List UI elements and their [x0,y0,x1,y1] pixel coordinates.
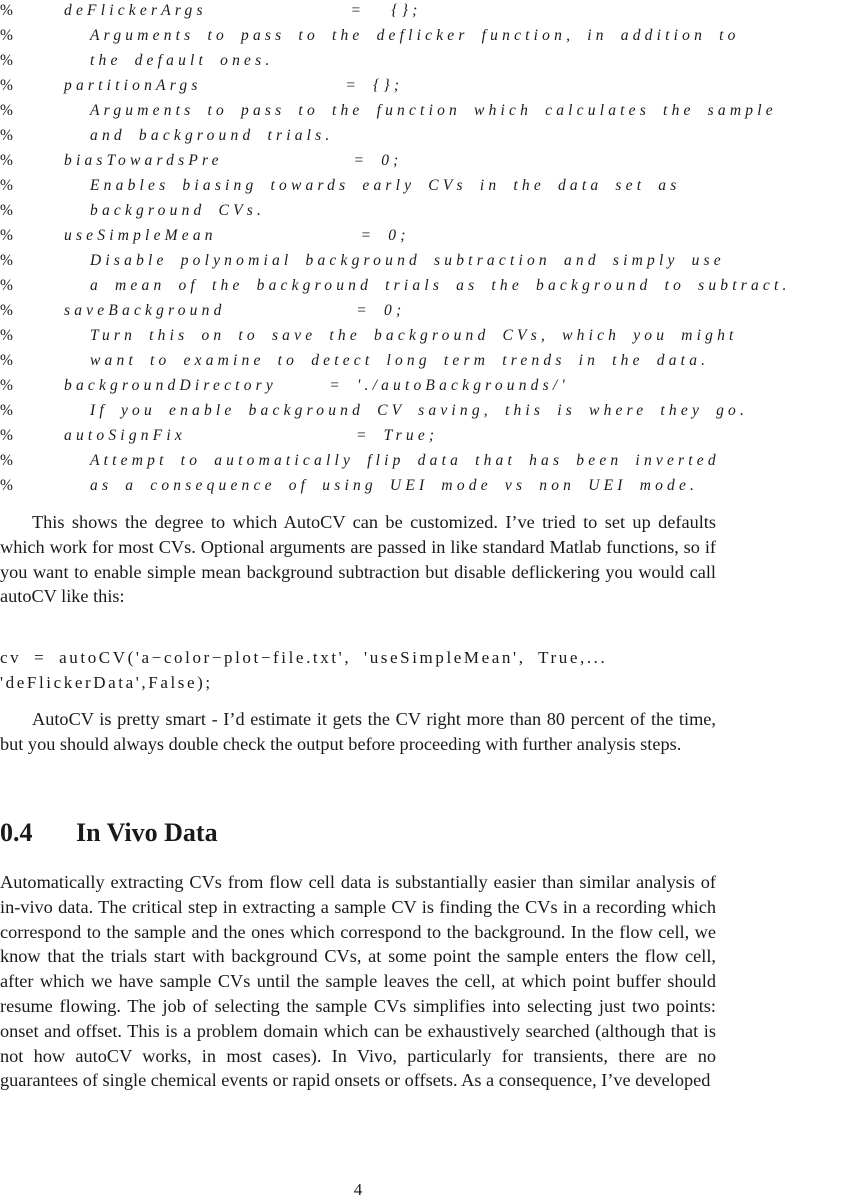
code-comment-line [0,248,854,273]
code-comment-line [0,198,854,223]
code-comment-line [0,223,854,248]
comment-marker: % [0,152,13,169]
comment-marker: % [0,377,13,394]
code-comment-line [0,23,854,48]
comment-text: Arguments to pass to the function which calculates the sample [90,102,777,119]
comment-text: deFlickerArgs = {}; [64,2,422,19]
comment-text: background CVs. [90,202,266,219]
comment-marker: % [0,452,13,469]
code-comment-line [0,173,854,198]
code-comment-line [0,298,854,323]
matlab-code-line-1: cv = autoCV('a−color−plot−file.txt', 'useSimpleMean', True,... [0,648,608,667]
comment-text: Arguments to pass to the deflicker function, in addition to [90,27,740,44]
code-comment-line [0,48,854,73]
code-comment-line [0,73,854,98]
code-comment-line [0,273,854,298]
comment-marker: % [0,277,13,294]
comment-text: saveBackground = 0; [64,302,406,319]
section-number: 0.4 [0,818,33,847]
comment-marker: % [0,52,13,69]
comment-text: Attempt to automatically flip data that has been inverted [90,452,720,469]
comment-marker: % [0,252,13,269]
comment-text: Turn this on to save the background CVs, which you might [90,327,738,344]
page-number: 4 [353,1180,363,1199]
code-comment-line [0,448,854,473]
comment-marker: % [0,177,13,194]
comment-text: the default ones. [90,52,274,69]
comment-marker: % [0,77,13,94]
comment-text: as a consequence of using UEI mode vs non UEI mode. [90,477,699,494]
comment-marker: % [0,302,13,319]
comment-text: want to examine to detect long term trends in the data. [90,352,710,369]
comment-text: partitionArgs = {}; [64,77,404,94]
paragraph-text: Automatically extracting CVs from flow cell data is substantially easier than similar analysis of in-vivo data. The critical step in extracting a sample CV is finding the CVs in a recording which correspond to the sample and the ones which correspond to the background. In the flow cell, we know that the trials start with background CVs, at some point the sample enters the flow cell, after which we have sample CVs until the sample leaves the cell, at which point buffer should resume flowing. The job of selecting the sample CVs simplifies into selecting just two points: onset and offset. This is a problem domain which can be exhaustively searched (although that is not how autoCV works, in most cases). In Vivo, particularly for transients, there are no guarantees of single chemical events or rapid onsets or offsets. As a consequence, I’ve developed [0,872,716,1091]
paragraph-accuracy [0,707,716,757]
comment-marker: % [0,27,13,44]
comment-marker: % [0,102,13,119]
code-comment-line [0,423,854,448]
code-comment-line [0,348,854,373]
comment-text: a mean of the background trials as the background to subtract. [90,277,791,294]
comment-marker: % [0,352,13,369]
paragraph-in-vivo [0,870,716,1093]
comment-marker: % [0,427,13,444]
section-title: In Vivo Data [76,818,218,847]
comment-text: useSimpleMean = 0; [64,227,410,244]
comment-text: and background trials. [90,127,334,144]
code-comment-line [0,473,854,498]
comment-marker: % [0,2,13,19]
comment-text: biasTowardsPre = 0; [64,152,403,169]
code-comment-line [0,148,854,173]
code-comment-line [0,0,854,23]
code-comment-line [0,98,854,123]
code-comment-line [0,398,854,423]
comment-marker: % [0,202,13,219]
paragraph-text: This shows the degree to which AutoCV can be customized. I’ve tried to set up defaults which work for most CVs. Optional arguments are passed in like standard Matlab functions, so if you want to enable simple mean background subtraction but disable deflickering you would call autoCV like this: [0,512,716,607]
comment-marker: % [0,227,13,244]
code-comment-line [0,373,854,398]
comment-text: backgroundDirectory = './autoBackgrounds/' [64,377,569,394]
comment-text: Enables biasing towards early CVs in the data set as [90,177,681,194]
matlab-code-line-2: 'deFlickerData',False); [0,673,213,692]
comment-text: If you enable background CV saving, this is where they go. [90,402,749,419]
comment-marker: % [0,127,13,144]
paragraph-customization [0,510,716,609]
code-comment-line [0,123,854,148]
comment-text: Disable polynomial background subtraction and simply use [90,252,725,269]
paragraph-text: AutoCV is pretty smart - I’d estimate it gets the CV right more than 80 percent of the time, but you should always double check the output before proceeding with further analysis steps. [0,709,716,754]
comment-marker: % [0,477,13,494]
comment-marker: % [0,402,13,419]
comment-text: autoSignFix = True; [64,427,439,444]
comment-marker: % [0,327,13,344]
section-heading [0,818,218,848]
code-comment-line [0,323,854,348]
